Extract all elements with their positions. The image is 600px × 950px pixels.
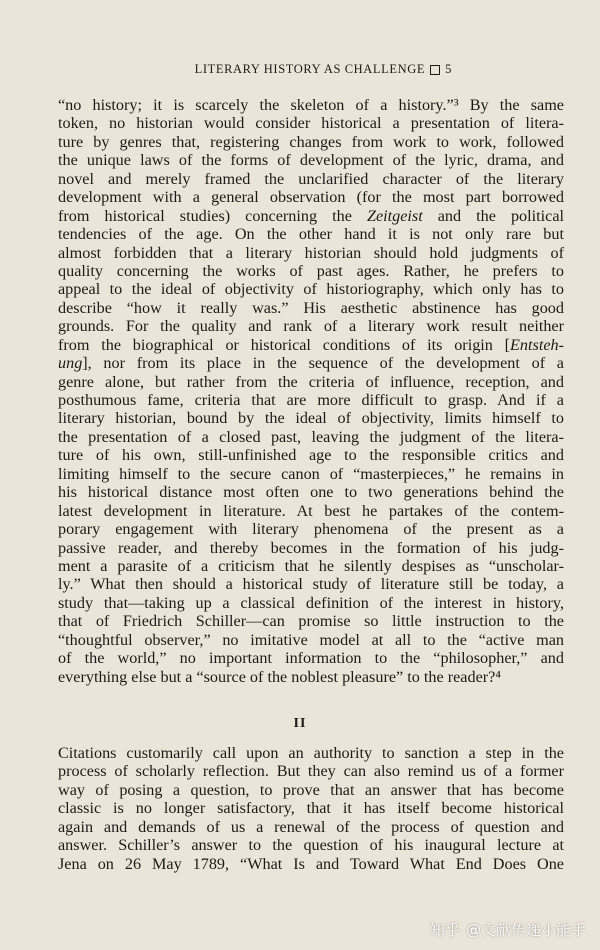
watermark-site: 知乎 bbox=[429, 921, 460, 939]
text-line: his historical distance most often one to two generations behind the bbox=[58, 483, 564, 502]
running-head bbox=[195, 62, 452, 77]
text-line: process of scholarly reflection. But they can also remind us of a former bbox=[58, 762, 564, 781]
running-head-title: LITERARY HISTORY AS CHALLENGE bbox=[194, 62, 426, 76]
text-line: Jena on 26 May 1789, “What Is and Toward What End Does One bbox=[58, 854, 564, 873]
text-line: limiting himself to the secure canon of “masterpieces,” he remains in bbox=[58, 464, 564, 483]
text-line: study that—taking up a classical definition of the interest in history, bbox=[58, 593, 564, 612]
text-line: way of posing a question, to prove that an answer that has become bbox=[58, 780, 564, 799]
text-line: literary historian, bound by the ideal of objectivity, limits himself to bbox=[58, 409, 564, 428]
text-line: ture of his own, still-unfinished age to the responsible critics and bbox=[58, 446, 564, 465]
text-line: ture by genres that, registering changes from work to work, followed bbox=[58, 132, 564, 151]
text-line: ly.” What then should a historical study of literature still be today, a bbox=[58, 575, 564, 594]
page-number: 5 bbox=[445, 62, 452, 76]
text-line: classic is no longer satisfactory, that it has itself become historical bbox=[58, 799, 564, 818]
watermark bbox=[430, 919, 586, 940]
square-ornament-icon bbox=[430, 65, 440, 75]
text-line: the presentation of a closed past, leaving the judgment of the litera- bbox=[58, 427, 564, 446]
text-line: again and demands of us a renewal of the process of question and bbox=[58, 817, 564, 836]
text-line: of the world,” no important information to the “philosopher,” and bbox=[58, 649, 564, 668]
text-line: from historical studies) concerning the Zeitgeist and the political bbox=[58, 206, 565, 225]
text-line: Citations customarily call upon an authority to sanction a step in the bbox=[58, 744, 564, 762]
text-line: development with a general observation (for the most part borrowed bbox=[58, 188, 564, 207]
text-line: that of Friedrich Schiller—can promise so little instruction to the bbox=[58, 612, 564, 631]
text-line: describe “how it really was.” His aesthetic abstinence has good bbox=[58, 298, 564, 317]
text-line: porary engagement with literary phenomena of the present as a bbox=[58, 520, 564, 539]
text-line: tendencies of the age. On the other hand it is not only rare but bbox=[58, 225, 564, 244]
text-line: ung], nor from its place in the sequence of the development of a bbox=[58, 354, 564, 373]
text-line: answer. Schiller’s answer to the question of his inaugural lecture at bbox=[58, 836, 564, 855]
watermark-handle: @文献传递小能手 bbox=[465, 921, 586, 939]
section-heading: II bbox=[293, 716, 307, 731]
text-line: genre alone, but rather from the criteria of influence, reception, and bbox=[58, 372, 564, 391]
paragraph-2 bbox=[58, 744, 564, 873]
text-line: novel and merely framed the unclarified character of the literary bbox=[58, 169, 564, 188]
text-line: “thoughtful observer,” no imitative model at all to the “active man bbox=[58, 630, 564, 649]
text-line: grounds. For the quality and rank of a literary work result neither bbox=[58, 317, 564, 336]
text-line: “no history; it is scarcely the skeleton of a history.”³ By the same bbox=[58, 96, 564, 114]
text-line: everything else but a “source of the noblest pleasure” to the reader?⁴ bbox=[58, 667, 501, 686]
text-line: token, no historian would consider historical a presentation of litera- bbox=[58, 114, 564, 133]
text-line: ment a parasite of a criticism that he silently despises as “unscholar- bbox=[58, 556, 564, 575]
text-line: from the biographical or historical conditions of its origin [Entsteh- bbox=[58, 335, 564, 354]
text-line: almost forbidden that a literary historian should hold judgments of bbox=[58, 243, 564, 262]
text-line: passive reader, and thereby becomes in the formation of his judg- bbox=[58, 538, 564, 557]
text-line: the unique laws of the forms of development of the lyric, drama, and bbox=[58, 151, 564, 170]
text-line: quality concerning the works of past ages. Rather, he prefers to bbox=[58, 261, 564, 280]
text-line: latest development in literature. At best he partakes of the contem- bbox=[58, 501, 564, 520]
text-line: appeal to the ideal of objectivity of historiography, which only has to bbox=[58, 280, 564, 299]
text-line: posthumous fame, criteria that are more difficult to grasp. And if a bbox=[58, 391, 564, 409]
paragraph-1 bbox=[58, 96, 564, 686]
